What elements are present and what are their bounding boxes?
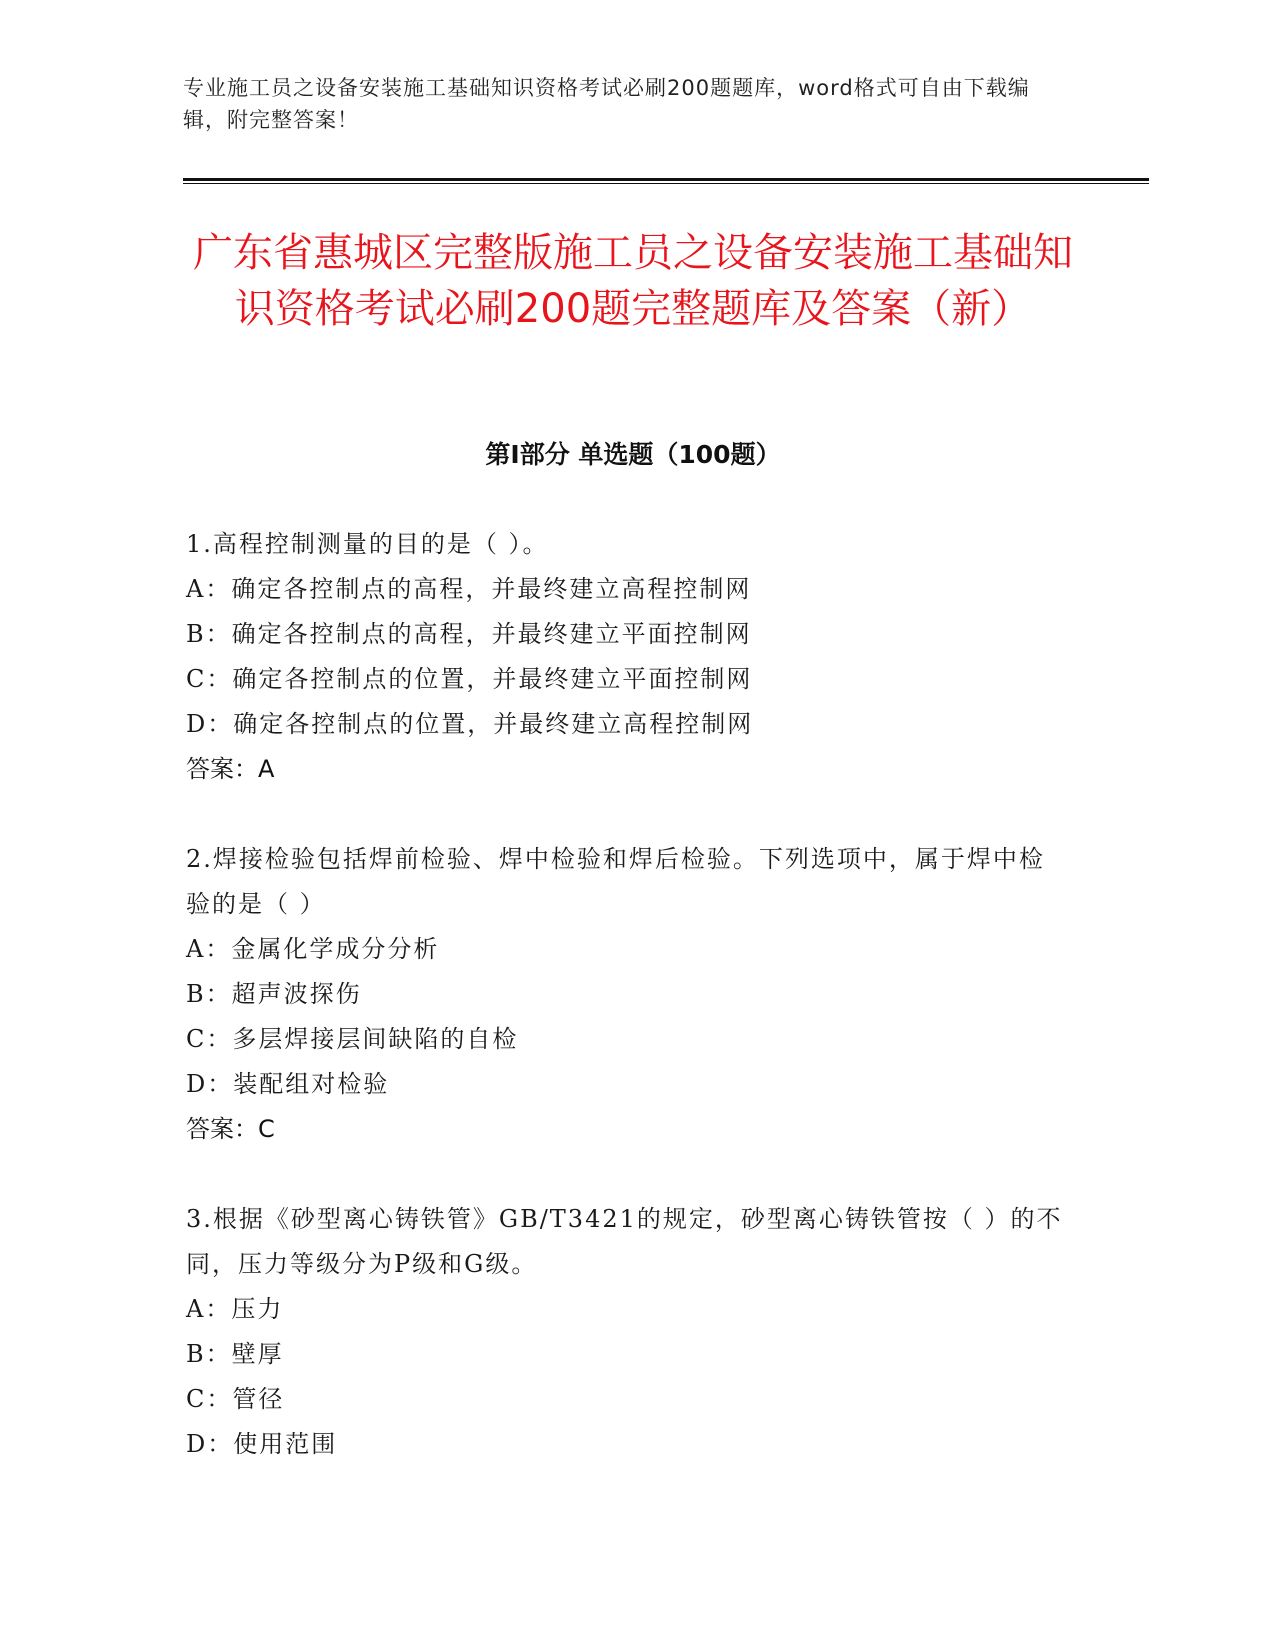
option-d: D：确定各控制点的位置，并最终建立高程控制网: [186, 710, 754, 738]
option-a: A：压力: [186, 1295, 284, 1323]
question-1: [186, 522, 1066, 792]
header-divider-thick: [183, 178, 1149, 181]
option-d: D：使用范围: [186, 1430, 338, 1458]
option-a: A：金属化学成分分析: [186, 935, 440, 963]
option-b: B：壁厚: [186, 1340, 284, 1368]
header-divider-thin: [183, 183, 1149, 184]
header-note: 专业施工员之设备安装施工基础知识资格考试必刷200题题库，word格式可自由下载编辑，附完整答案！: [183, 76, 1030, 132]
question-stem: 2.焊接检验包括焊前检验、焊中检验和焊后检验。下列选项中，属于焊中检验的是（ ）: [186, 845, 1045, 918]
option-a: A：确定各控制点的高程，并最终建立高程控制网: [186, 575, 752, 603]
answer: 答案：A: [186, 755, 275, 783]
option-b: B：确定各控制点的高程，并最终建立平面控制网: [186, 620, 752, 648]
question-list: [186, 522, 1066, 1512]
question-2: [186, 837, 1066, 1152]
option-c: C：管径: [186, 1385, 285, 1413]
question-stem: 3.根据《砂型离心铸铁管》GB/T3421的规定，砂型离心铸铁管按（ ）的不同，压力等级分为P级和G级。: [186, 1205, 1063, 1278]
question-stem: 1.高程控制测量的目的是（ ）。: [186, 530, 549, 558]
document-title: 广东省惠城区完整版施工员之设备安装施工基础知识资格考试必刷200题完整题库及答案（新）: [193, 230, 1073, 332]
section-title: 第I部分 单选题（100题）: [485, 440, 781, 469]
option-d: D：装配组对检验: [186, 1070, 390, 1098]
answer: 答案：C: [186, 1115, 275, 1143]
question-3: [186, 1197, 1066, 1467]
option-c: C：多层焊接层间缺陷的自检: [186, 1025, 519, 1053]
option-c: C：确定各控制点的位置，并最终建立平面控制网: [186, 665, 753, 693]
option-b: B：超声波探伤: [186, 980, 362, 1008]
